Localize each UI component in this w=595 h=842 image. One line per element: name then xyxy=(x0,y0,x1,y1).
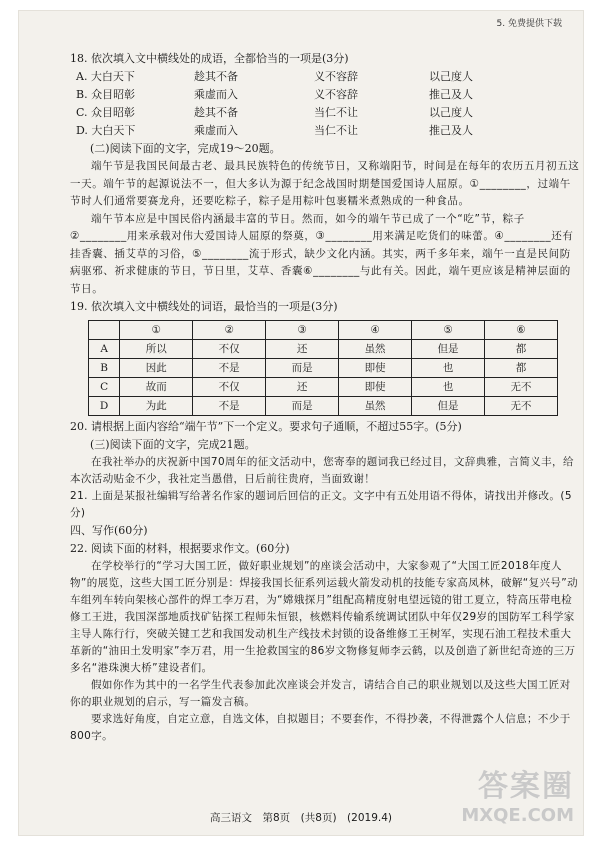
table-row: A 所以 不仅 还 虽然 但是 都 xyxy=(89,340,558,359)
section2-paragraph-1: 端午节是我国民间最古老、最具民族特色的传统节日，又称端阳节，时间是在每年的农历五月初五这一天。端午节的起源说法不一，但大多认为源于纪念战国时期楚国爱国诗人屈原。①________，过端午节时人们通常要赛龙舟，还要吃粽子，粽子是用粽叶包裹糯米煮熟成的一种食品。 xyxy=(70,160,580,207)
q18-option-a: A. 大白天下 趁其不备 义不容辞 以己度人 xyxy=(76,70,473,83)
watermark-logo: 答案圈 xyxy=(478,769,574,804)
q22-task: 假如你作为其中的一名学生代表参加此次座谈会并发言，请结合自己的职业规划以及这些大国工匠对你的职业规划的启示，写一篇发言稿。 xyxy=(70,679,571,708)
q20-stem: 20. 请根据上面内容给“端午节”下一个定义。要求句子通顺，不超过55字。(5分) xyxy=(70,420,462,433)
table-row: B 因此 不是 而是 即使 也 都 xyxy=(89,359,558,378)
section3-title: (三)阅读下面的文字，完成21题。 xyxy=(90,438,256,451)
page-footer: 高三语文 第8页 (共8页) (2019.4) xyxy=(210,812,392,824)
section2-title: (二)阅读下面的文字，完成19～20题。 xyxy=(90,142,281,155)
q18-option-b: B. 众目昭彰 乘虚而入 义不容辞 推己及人 xyxy=(76,88,473,101)
exam-page xyxy=(18,10,584,836)
q18-option-d: D. 大白天下 乘虚而入 当仁不让 推己及人 xyxy=(76,124,473,137)
q21-stem: 21. 上面是某报社编辑写给著名作家的题词后回信的正文。文字中有五处用语不得体，请找出并修改。(5分) xyxy=(70,490,572,519)
q18-stem: 18. 依次填入文中横线处的成语，全都恰当的一项是(3分) xyxy=(70,52,349,65)
header-note: 5. 免费提供下载 xyxy=(496,19,562,29)
q19-answer-table xyxy=(88,320,558,416)
q22-stem: 22. 阅读下面的材料，根据要求作文。(60分) xyxy=(70,542,290,555)
q18-option-c: C. 众目昭彰 趁其不备 当仁不让 以己度人 xyxy=(76,106,473,119)
writing-title: 四、写作(60分) xyxy=(70,524,148,537)
section3-text: 在我社举办的庆祝新中国70周年的征文活动中，您寄奉的题词我已经过目，文辞典雅，言简义丰，给本次活动贴金不少，我社定当愚借，日后前往贵府，当面致谢！ xyxy=(70,456,574,485)
watermark xyxy=(461,761,574,826)
page-content xyxy=(70,50,580,745)
q18-options xyxy=(76,68,580,140)
table-row: C 故而 不仅 还 即使 也 无不 xyxy=(89,378,558,397)
q22-material: 在学校举行的“学习大国工匠，做好职业规划”的座谈会活动中，大家参观了“大国工匠2018年度人物”的展览，这些大国工匠分别是：焊接我国长征系列运载火箭发动机的技能专家高凤林，破解“复兴号”动车组列车转向架核心部件的焊工李万君，为“嫦娥探月”组配高精度射电望远镜的钳工夏立，特高压带电检修工王进，我国深部地质找矿钻探工程师朱恒银，核燃料传输系统调试团队中年仅29岁的国防军工科学家主导人陈行行，突破关键工艺和我国发动机生产线技术封锁的设备维修工王树军，实现石油工程技术重大革新的“油田土发明家”李万君，用一生抢救国宝的86岁文物修复师李云鹤，以及创造了新世纪奇迹的三万多名“港珠澳大桥”建设者们。 xyxy=(70,560,579,674)
q19-stem: 19. 依次填入文中横线处的词语，最恰当的一项是(3分) xyxy=(70,300,338,313)
q22-requirements: 要求选好角度，自定立意，自选文体，自拟题目；不要套作，不得抄袭，不得泄露个人信息；不少于800字。 xyxy=(70,713,571,742)
table-row: D 为此 不是 而是 虽然 但是 无不 xyxy=(89,397,558,416)
watermark-domain: MXQE.COM xyxy=(461,805,574,826)
section2-paragraph-2: 端午节本应是中国民俗内涵最丰富的节日。然而，如今的端午节已成了一个“吃”节，粽子②________用来承载对伟大爱国诗人屈原的祭奠，③________用来满足吃货们的味蕾。④________还有挂香囊、插艾草的习俗，⑤________流于形式，缺少文化内涵。其实，两千多年来，端午一直是民间防病驱邪、祈求健康的节日，节日里，艾草、香囊⑥________与此有关。因此，端午更应该是精神层面的节日。 xyxy=(70,212,574,295)
table-header-row: ① ② ③ ④ ⑤ ⑥ xyxy=(89,321,558,340)
